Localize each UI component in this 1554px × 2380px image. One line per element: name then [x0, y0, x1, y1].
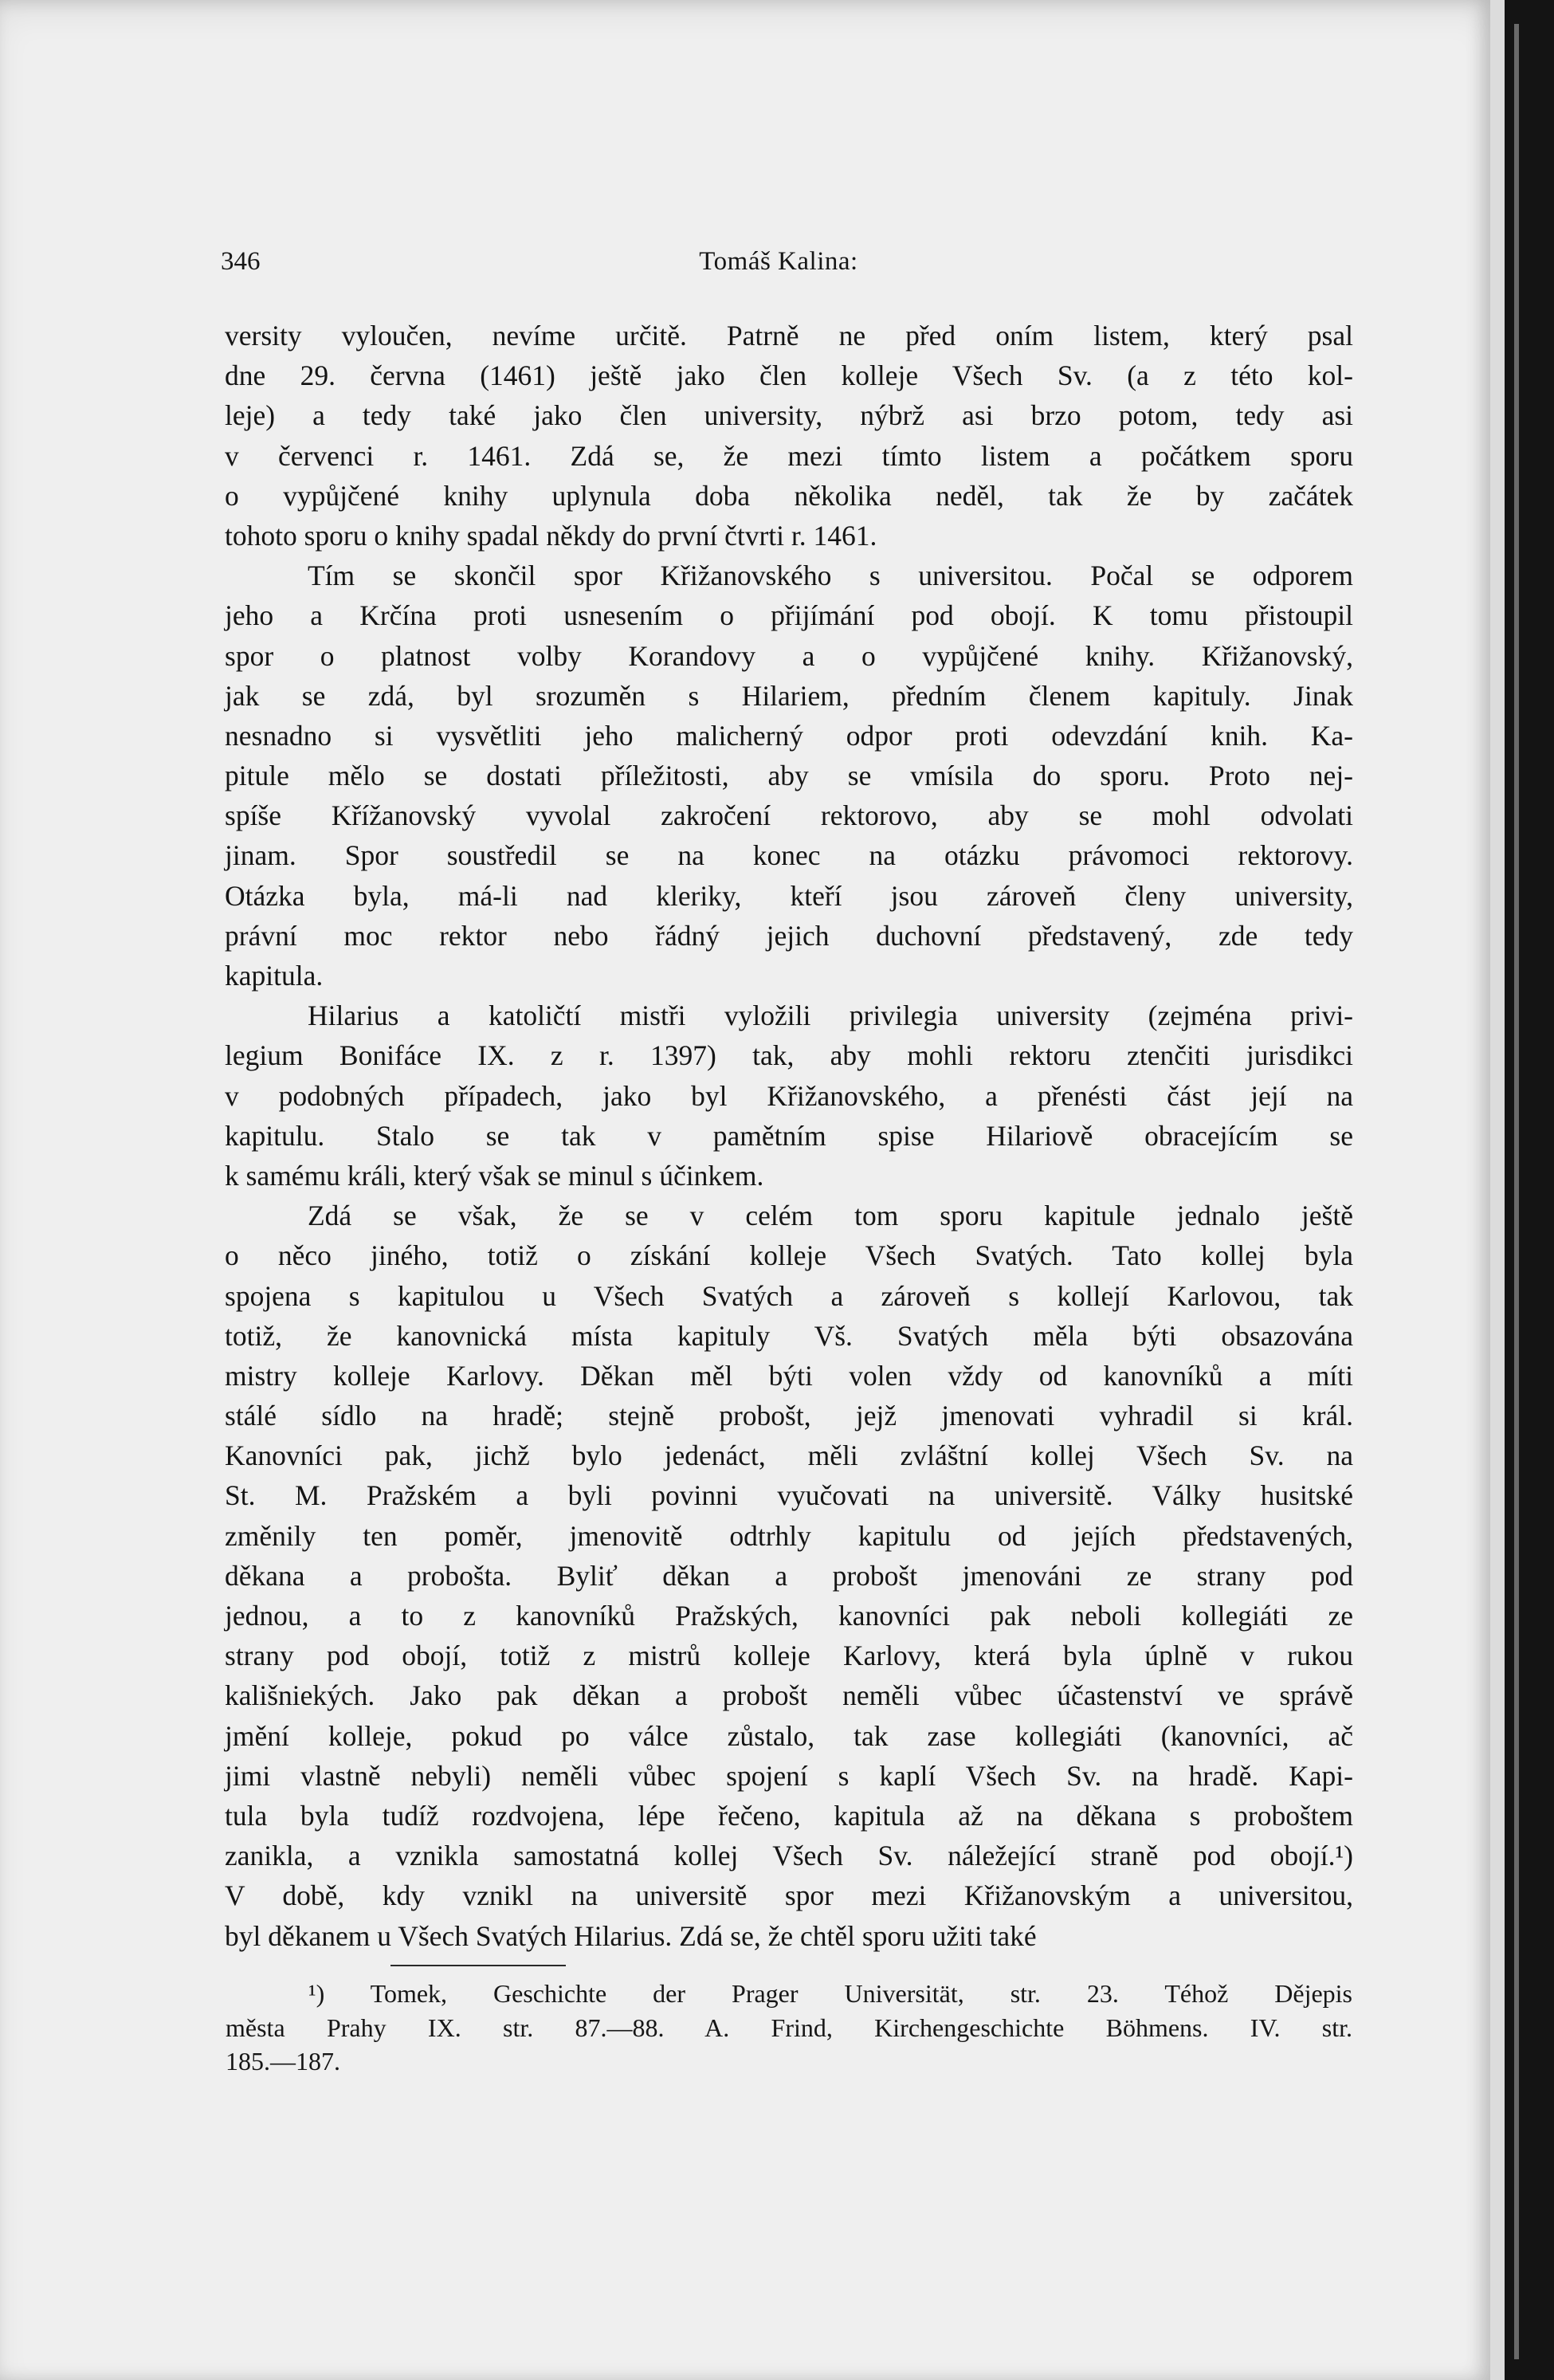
text-line: jednou, a to z kanovníků Pražských, kanovníci pak neboli kollegiáti ze — [225, 1600, 1353, 1632]
text-line: versity vyloučen, nevíme určitě. Patrně ne před oním listem, který psal — [225, 320, 1353, 352]
page-number: 346 — [221, 247, 261, 276]
paragraph-start: Zdá se však, že se v celém tom sporu kapitule jednalo ještě — [308, 1200, 1353, 1232]
scan-border — [1514, 24, 1519, 2359]
text-line: o vypůjčené knihy uplynula doba několika neděl, tak že by začátek — [225, 479, 1353, 512]
body-text — [225, 316, 1353, 1956]
text-line: strany pod obojí, totiž z mistrů kolleje Karlovy, která byla úplně v rukou — [225, 1640, 1353, 1672]
text-line: kališniekých. Jako pak děkan a probošt neměli vůbec účastenství ve správě — [225, 1679, 1353, 1712]
text-line: spíše Křížanovský vyvolal zakročení rektorovo, aby se mohl odvolati — [225, 799, 1353, 832]
text-line: v podobných případech, jako byl Křižanovského, a přenésti část její na — [225, 1079, 1353, 1112]
text-line: spor o platnost volby Korandovy a o vypůjčené knihy. Křižanovský, — [225, 639, 1353, 672]
text-line: leje) a tedy také jako člen university, nýbrž asi brzo potom, tedy asi — [225, 399, 1353, 432]
text-line: kapitula. — [225, 960, 324, 992]
text-line: o něco jiného, totiž o získání kolleje Všech Svatých. Tato kollej byla — [225, 1239, 1353, 1272]
footnote — [226, 1977, 1352, 2079]
text-line: tula byla tudíž rozdvojena, lépe řečeno, kapitula až na děkana s proboštem — [225, 1799, 1353, 1832]
text-line: jinam. Spor soustředil se na konec na otázku právomoci rektorovy. — [225, 839, 1353, 872]
text-line: nesnadno si vysvětliti jeho malicherný odpor proti odevzdání knih. Ka- — [225, 719, 1353, 752]
text-line: pitule mělo se dostati příležitosti, aby se vmísila do sporu. Proto nej- — [225, 760, 1353, 792]
text-line: V době, kdy vznikl na universitě spor mezi Křižanovským a universitou, — [225, 1879, 1353, 1912]
text-line: v červenci r. 1461. Zdá se, že mezi tímto listem a počátkem sporu — [225, 439, 1353, 472]
text-line: byl děkanem u Všech Svatých Hilarius. Zdá se, že chtěl sporu užiti také — [225, 1919, 1037, 1952]
text-line: zanikla, a vznikla samostatná kollej Všech Sv. náležející straně pod obojí.¹) — [225, 1840, 1353, 1872]
text-line: St. M. Pražském a byli povinni vyučovati na universitě. Války husitské — [225, 1479, 1353, 1512]
text-line: jmění kolleje, pokud po válce zůstalo, tak zase kollegiáti (kanovníci, ač — [225, 1719, 1353, 1752]
paragraph-start: Hilarius a katoličtí mistři vyložili privilegia university (zejména privi- — [308, 1000, 1353, 1032]
text-line: jeho a Krčína proti usnesením o přijímání pod obojí. K tomu přistoupil — [225, 599, 1353, 632]
text-line: děkana a probošta. Byliť děkan a probošt jmenováni ze strany pod — [225, 1559, 1353, 1592]
text-line: kapitulu. Stalo se tak v pamětním spise Hilariově obracejícím se — [225, 1119, 1353, 1152]
text-line: totiž, že kanovnická místa kapituly Vš. Svatých měla býti obsazována — [225, 1319, 1353, 1352]
page-edge — [1490, 0, 1505, 2380]
text-line: jimi vlastně nebyli) neměli vůbec spojení s kaplí Všech Sv. na hradě. Kapi- — [225, 1759, 1353, 1792]
footnote-separator — [390, 1965, 566, 1966]
text-line: Kanovníci pak, jichž bylo jedenáct, měli zvláštní kollej Všech Sv. na — [225, 1439, 1353, 1472]
text-line: dne 29. června (1461) ještě jako člen kolleje Všech Sv. (a z této kol- — [225, 359, 1353, 392]
footnote-line: 185.—187. — [226, 2047, 340, 2076]
footnote-line: města Prahy IX. str. 87.—88. A. Frind, Kirchengeschichte Böhmens. IV. str. — [226, 2013, 1352, 2042]
text-line: jak se zdá, byl srozuměn s Hilariem, předním členem kapituly. Jinak — [225, 679, 1353, 712]
text-line: legium Bonifáce IX. z r. 1397) tak, aby mohli rektoru ztenčiti jurisdikci — [225, 1039, 1353, 1072]
text-line: spojena s kapitulou u Všech Svatých a zároveň s kollejí Karlovou, tak — [225, 1279, 1353, 1312]
text-line: mistry kolleje Karlovy. Děkan měl býti volen vždy od kanovníků a míti — [225, 1359, 1353, 1392]
text-line: Otázka byla, má-li nad kleriky, kteří jsou zároveň členy university, — [225, 879, 1353, 912]
running-title: Tomáš Kalina: — [699, 247, 858, 276]
text-line: stálé sídlo na hradě; stejně probošt, jejž jmenovati vyhradil si král. — [225, 1400, 1353, 1432]
footnote-line: ¹) Tomek, Geschichte der Prager Universität, str. 23. Téhož Dějepis — [308, 1979, 1352, 2008]
text-line: tohoto sporu o knihy spadal někdy do první čtvrti r. 1461. — [225, 519, 877, 552]
page-header — [221, 239, 1336, 287]
text-line: změnily ten poměr, jmenovitě odtrhly kapitulu od jejích představených, — [225, 1519, 1353, 1552]
paragraph-start: Tím se skončil spor Křižanovského s universitou. Počal se odporem — [308, 560, 1353, 592]
text-line: k samému králi, který však se minul s účinkem. — [225, 1159, 764, 1192]
text-line: právní moc rektor nebo řádný jejich duchovní představený, zde tedy — [225, 919, 1353, 952]
